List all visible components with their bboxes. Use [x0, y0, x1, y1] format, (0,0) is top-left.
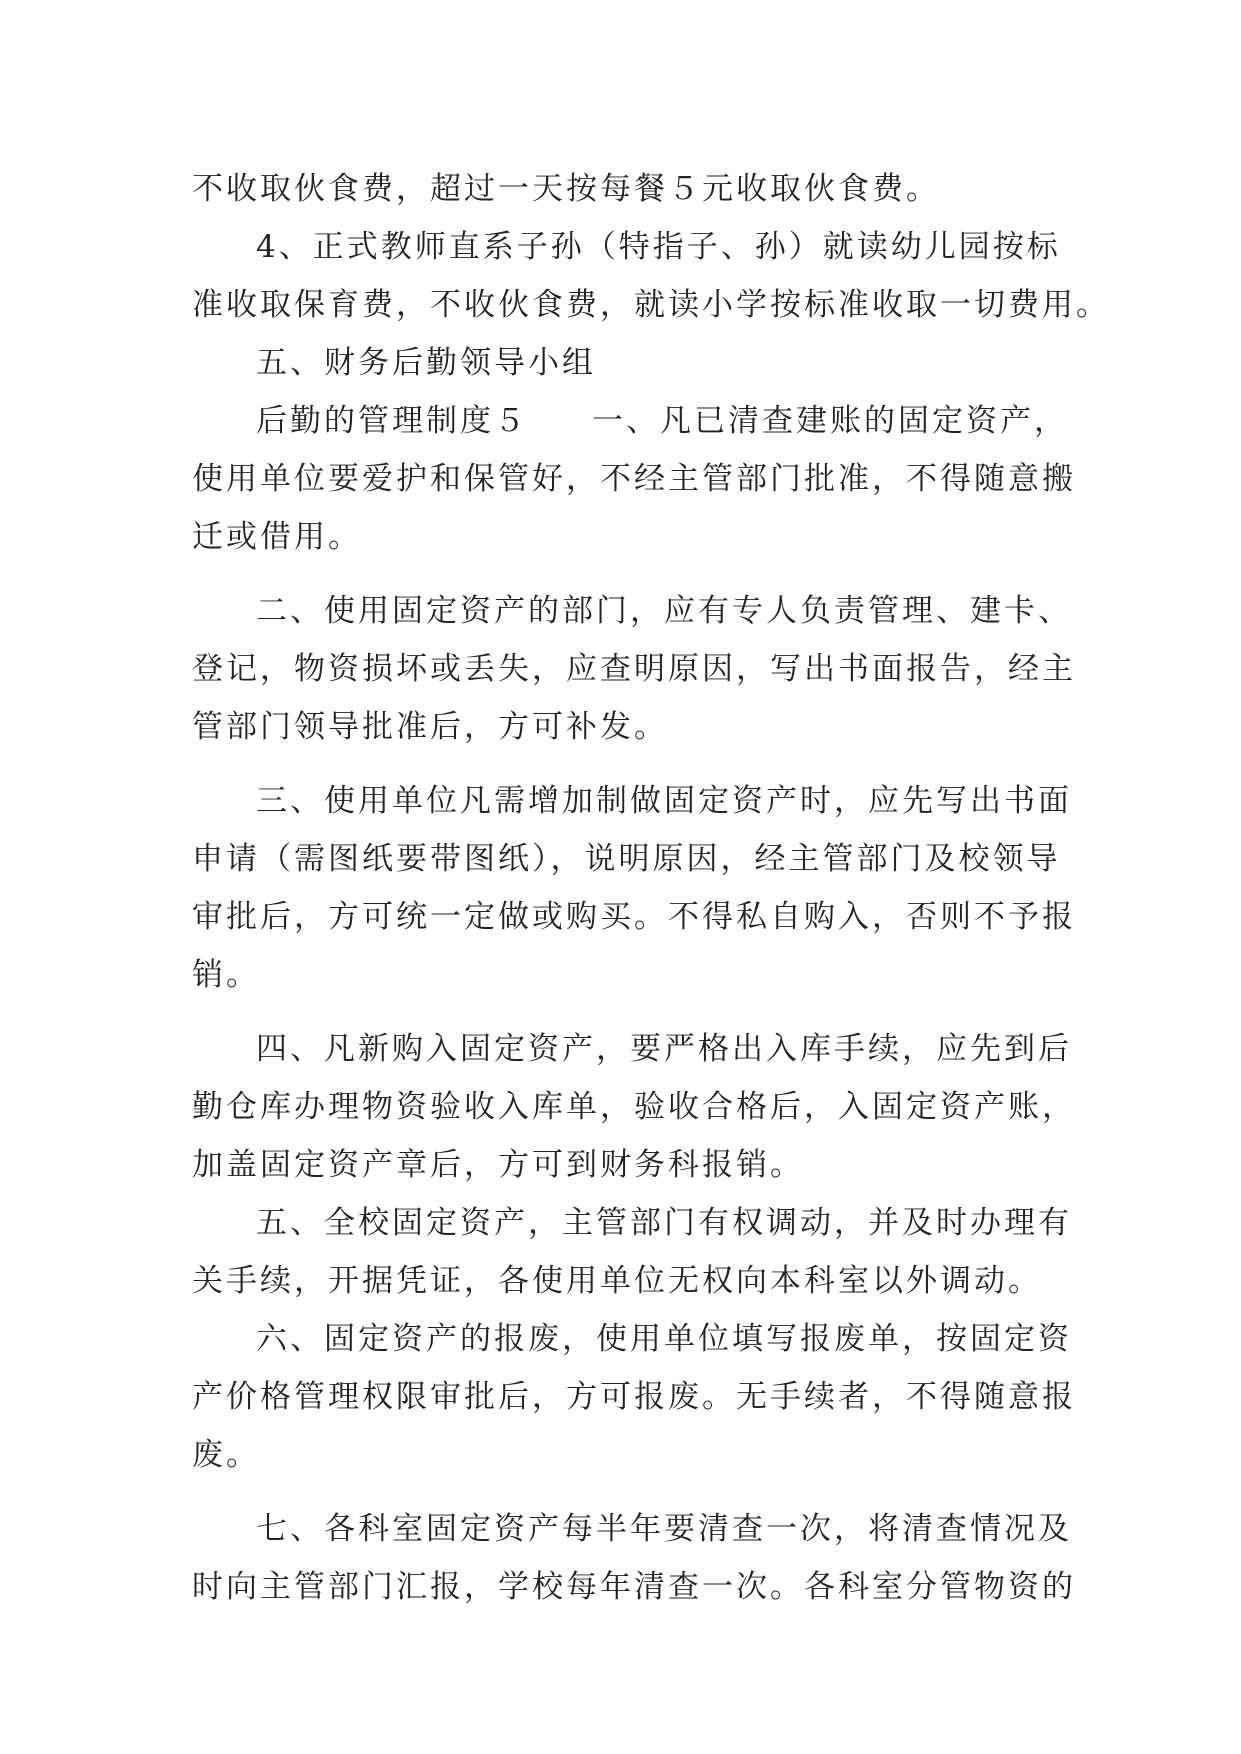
text-line: 准收取保育费，不收伙食费，就读小学按标准收取一切费用。	[192, 287, 1110, 323]
text-line	[192, 392, 1068, 450]
text-line: 勤仓库办理物资验收入库单，验收合格后，入固定资产账，	[192, 1089, 1076, 1125]
paragraph-asset-request	[192, 772, 1076, 1004]
paragraph-meal-fee	[192, 160, 1052, 218]
text-line: 管部门领导批准后，方可补发。	[192, 709, 668, 745]
text-line: 登记，物资损坏或丢失，应查明原因，写出书面报告，经主	[192, 651, 1076, 687]
document-body	[192, 160, 1110, 1616]
text-line: 七、各科室固定资产每半年要清查一次，将清查情况及	[256, 1511, 1072, 1547]
text-line: 关手续，开据凭证，各使用单位无权向本科室以外调动。	[192, 1263, 1042, 1299]
management-system-heading: 后勤的管理制度５	[256, 403, 528, 439]
paragraph-asset-purchase	[192, 1020, 1076, 1194]
text-line: 五、全校固定资产，主管部门有权调动，并及时办理有	[256, 1205, 1072, 1241]
text-line: 二、使用固定资产的部门，应有专人负责管理、建卡、	[256, 593, 1072, 629]
text-segment: 一、凡已清查建账的固定资产，	[592, 403, 1068, 439]
text-line: 迁或借用。	[192, 519, 362, 555]
text-line: 销。	[192, 957, 260, 993]
text-line: 四、凡新购入固定资产，要严格出入库手续，应先到后	[256, 1031, 1072, 1067]
text-line: 六、固定资产的报废，使用单位填写报废单，按固定资	[256, 1321, 1072, 1357]
text-line: 审批后，方可统一定做或购买。不得私自购入，否则不予报	[192, 899, 1076, 935]
paragraph-asset-transfer	[192, 1194, 1072, 1310]
paragraph-asset-scrap	[192, 1310, 1076, 1484]
text-line: 时向主管部门汇报，学校每年清查一次。各科室分管物资的	[192, 1569, 1076, 1605]
paragraph-leadership-group	[192, 334, 1052, 392]
text-line: 不收取伙食费，超过一天按每餐５元收取伙食费。	[192, 171, 940, 207]
text-line: 使用单位要爱护和保管好，不经主管部门批准，不得随意搬	[192, 461, 1076, 497]
section-heading: 五、财务后勤领导小组	[256, 345, 596, 381]
paragraph-asset-department	[192, 582, 1076, 756]
text-line: 废。	[192, 1437, 260, 1473]
text-line: 三、使用单位凡需增加制做固定资产时，应先写出书面	[256, 783, 1072, 819]
paragraph-teacher-children	[192, 218, 1110, 334]
paragraph-asset-care	[192, 392, 1076, 566]
paragraph-asset-inventory	[192, 1500, 1076, 1616]
text-line: 产价格管理权限审批后，方可报废。无手续者，不得随意报	[192, 1379, 1076, 1415]
text-line: 4、正式教师直系子孙（特指子、孙）就读幼儿园按标	[256, 229, 1061, 265]
text-line: 申请（需图纸要带图纸），说明原因，经主管部门及校领导	[192, 841, 1061, 877]
text-line: 加盖固定资产章后，方可到财务科报销。	[192, 1147, 804, 1183]
